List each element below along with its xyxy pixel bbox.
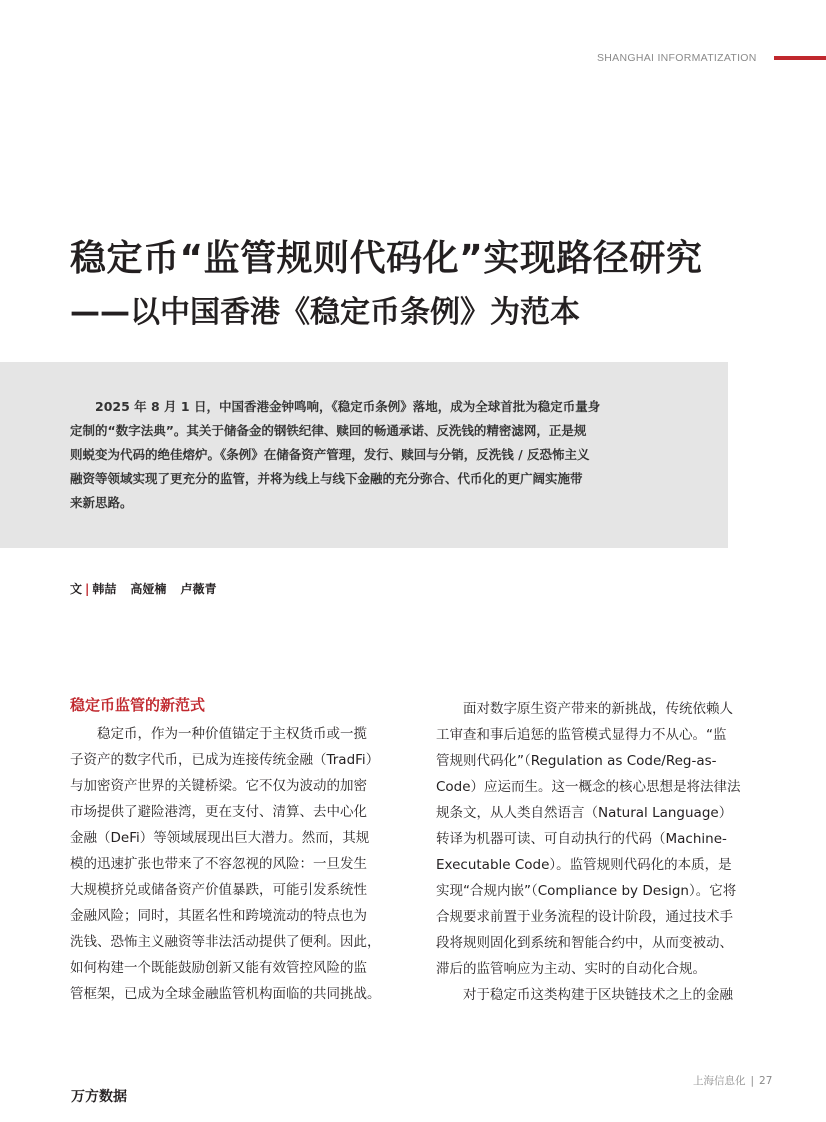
- running-head-accent-bar: [774, 56, 826, 60]
- byline-separator: |: [85, 582, 90, 596]
- body-line: 金融风险；同时，其匿名性和跨境流动的特点也为: [70, 908, 367, 924]
- database-watermark: 万方数据: [71, 1089, 127, 1105]
- body-line: 对于稳定币这类构建于区块链技术之上的金融: [463, 987, 733, 1003]
- article-title: 稳定币“监管规则代码化”实现路径研究: [70, 238, 703, 279]
- author-name: 卢薇青: [180, 582, 217, 596]
- body-line: 面对数字原生资产带来的新挑战，传统依赖人: [463, 701, 733, 717]
- abstract-line: 融资等领域实现了更充分的监管，并将为线上与线下金融的充分弥合、代币化的更广阔实施带: [70, 471, 583, 486]
- journal-name: 上海信息化: [693, 1075, 746, 1087]
- body-line: 与加密资产世界的关键桥梁。它不仅为波动的加密: [70, 778, 367, 794]
- body-line: Executable Code）。监管规则代码化的本质，是: [436, 857, 732, 873]
- byline-prefix: 文: [70, 582, 83, 596]
- body-line: Code）应运而生。这一概念的核心思想是将法律法: [436, 779, 741, 795]
- abstract-line: 来新思路。: [70, 495, 133, 510]
- body-column-left: [70, 721, 390, 1007]
- author-name: 高娅楠: [130, 582, 167, 596]
- body-column-right: [436, 696, 756, 1008]
- body-line: 规条文，从人类自然语言（Natural Language）: [436, 805, 733, 821]
- body-line: 管框架，已成为全球金融监管机构面临的共同挑战。: [70, 986, 381, 1002]
- abstract-line: 定制的“数字法典”。其关于储备金的钢铁纪律、赎回的畅通承诺、反洗钱的精密滤网，正是规: [70, 423, 587, 438]
- section-heading: 稳定币监管的新范式: [70, 696, 206, 714]
- author-name: 韩喆: [92, 582, 117, 596]
- running-head: SHANGHAI INFORMATIZATION: [597, 52, 757, 64]
- body-line: 合规要求前置于业务流程的设计阶段，通过技术手: [436, 909, 733, 925]
- byline: [70, 580, 230, 597]
- folio-separator: |: [750, 1075, 755, 1087]
- page-number: 27: [759, 1075, 773, 1087]
- abstract-line: 2025 年 8 月 1 日，中国香港金钟鸣响，《稳定币条例》落地，成为全球首批为稳定币量身: [95, 399, 601, 414]
- body-line: 稳定币，作为一种价值锚定于主权货币或一揽: [97, 726, 367, 742]
- article-subtitle: ——以中国香港《稳定币条例》为范本: [70, 295, 580, 330]
- body-line: 转译为机器可读、可自动执行的代码（Machine-: [436, 831, 727, 847]
- body-line: 如何构建一个既能鼓励创新又能有效管控风险的监: [70, 960, 367, 976]
- abstract-text: [70, 395, 667, 515]
- body-line: 段将规则固化到系统和智能合约中，从而变被动、: [436, 935, 733, 951]
- body-line: 滞后的监管响应为主动、实时的自动化合规。: [436, 961, 706, 977]
- body-line: 金融（DeFi）等领域展现出巨大潜力。然而，其规: [70, 830, 370, 846]
- abstract-line: 则蜕变为代码的绝佳熔炉。《条例》在储备资产管理，发行、赎回与分销，反洗钱 / 反恐怖主义: [70, 447, 590, 462]
- body-line: 洗钱、恐怖主义融资等非法活动提供了便利。因此，: [70, 934, 381, 950]
- body-line: 管规则代码化”（Regulation as Code/Reg-as-: [436, 753, 717, 769]
- body-line: 实现“合规内嵌”（Compliance by Design）。它将: [436, 883, 737, 899]
- body-line: 大规模挤兑或储备资产价值暴跌，可能引发系统性: [70, 882, 367, 898]
- body-line: 模的迅速扩张也带来了不容忽视的风险：一旦发生: [70, 856, 367, 872]
- page-folio: [693, 1073, 772, 1088]
- body-line: 工审查和事后追惩的监管模式显得力不从心。“监: [436, 727, 727, 743]
- body-line: 市场提供了避险港湾，更在支付、清算、去中心化: [70, 804, 367, 820]
- body-line: 子资产的数字代币，已成为连接传统金融（TradFi）: [70, 752, 380, 768]
